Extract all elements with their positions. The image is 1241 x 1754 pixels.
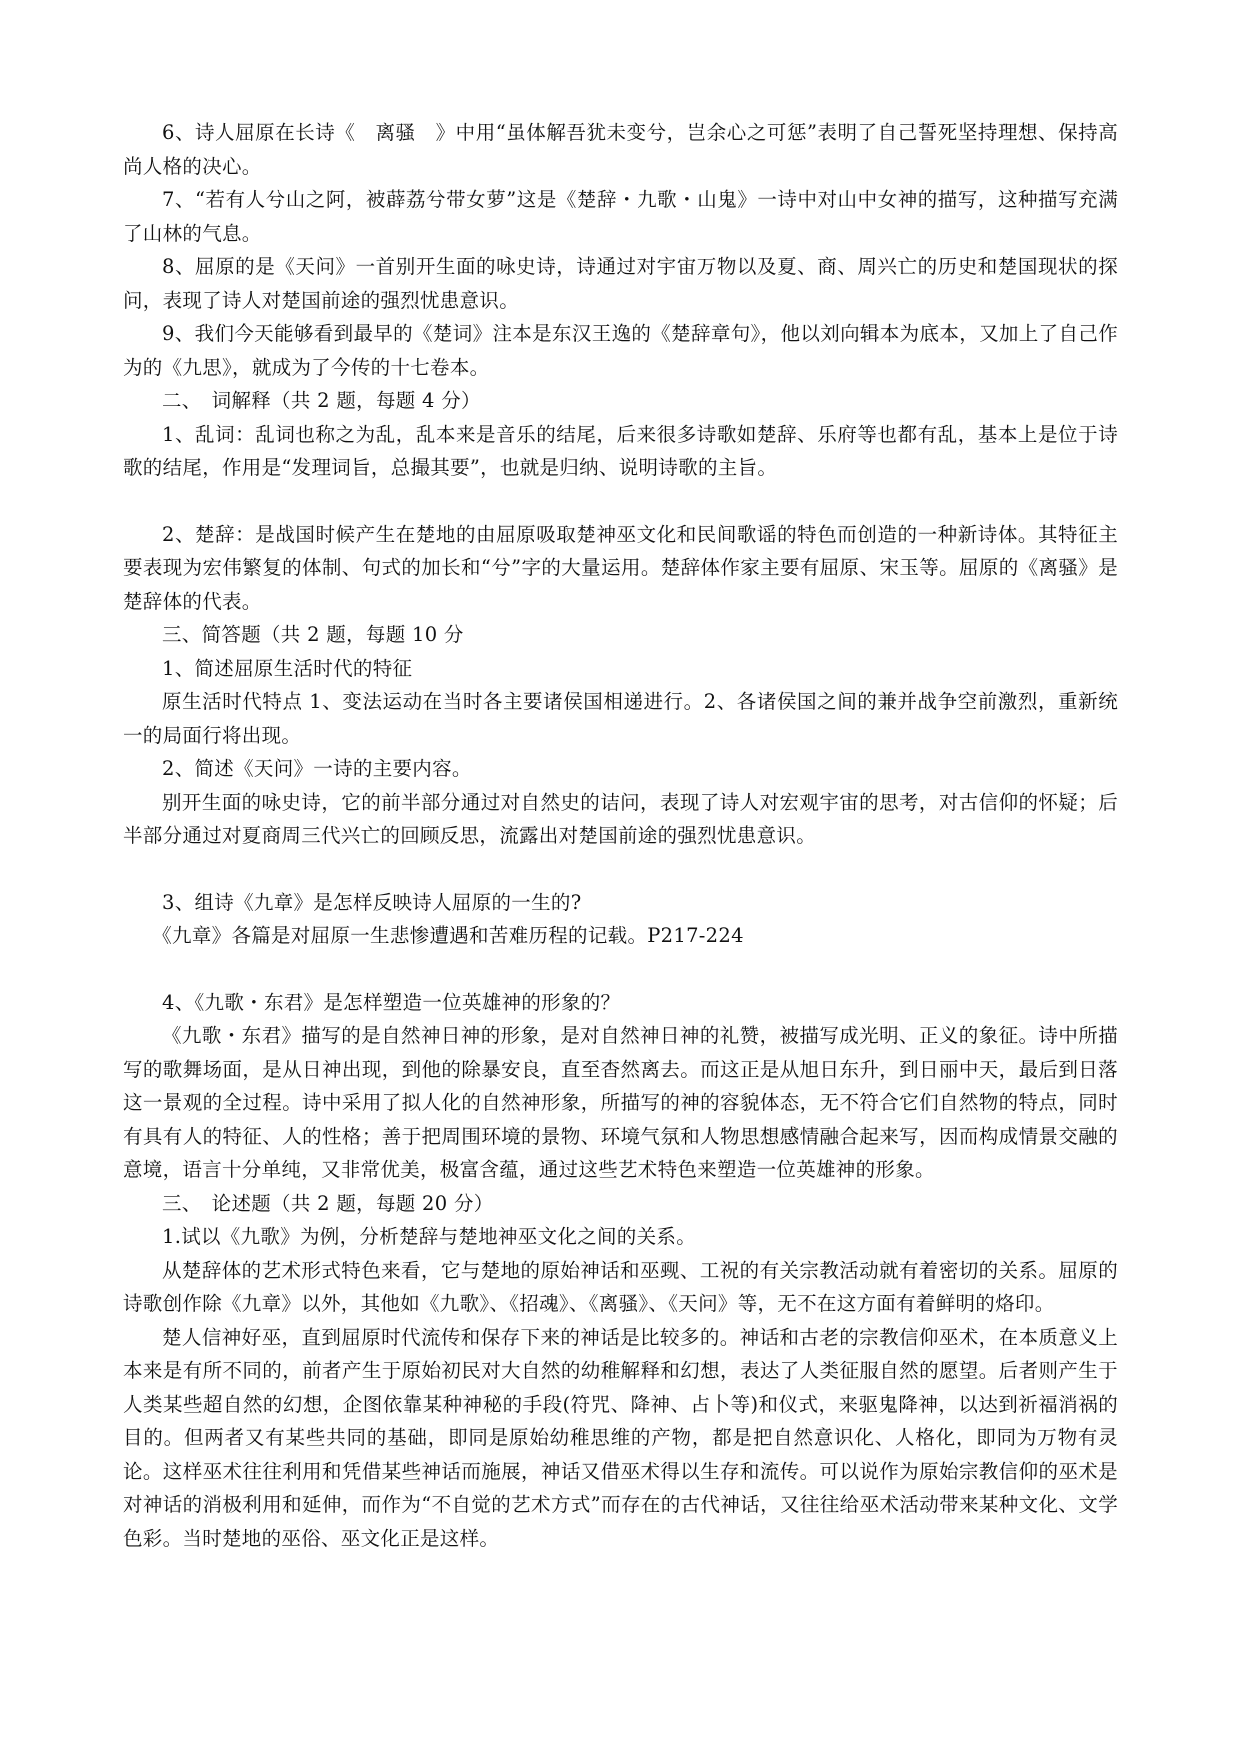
term-item-1: 1、乱词：乱词也称之为乱，乱本来是音乐的结尾，后来很多诗歌如楚辞、乐府等也都有乱，基本上是位于诗歌的结尾，作用是“发理词旨，总撮其要”，也就是归纳、说明诗歌的主旨。 xyxy=(123,422,1118,479)
essay-answer-paragraph-2: 楚人信神好巫，直到屈原时代流传和保存下来的神话是比较多的。神话和古老的宗教信仰巫术，在本质意义上本来是有所不同的，前者产生于原始初民对大自然的幼稚解释和幻想，表达了人类征服自然的愿望。后者则产生于人类某些超自然的幻想，企图依靠某种神秘的手段(符咒、降神、占卜等)和仪式，来驱鬼降神，以达到祈福消祸的目的。但两者又有某些共同的基础，即同是原始幼稚思维的产物，都是把自然意识化、人格化，即同为万物有灵论。这样巫术往往利用和凭借某些神话而施展，神话又借巫术得以生存和流传。可以说作为原始宗教信仰的巫术是对神话的消极利用和延伸，而作为“不自觉的艺术方式”而存在的古代神话，又往往给巫术活动带来某种文化、文学色彩。当时楚地的巫俗、巫文化正是这样。 xyxy=(123,1325,1118,1550)
spacer xyxy=(123,953,1118,986)
question-1: 1、简述屈原生活时代的特征 xyxy=(162,656,413,680)
term-item-2: 2、楚辞：是战国时候产生在楚地的由屈原吸取楚神巫文化和民间歌谣的特色而创造的一种新诗体。其特征主要表现为宏伟繁复的体制、句式的加长和“兮”字的大量运用。楚辞体作家主要有屈原、宋玉等。屈原的《离骚》是楚辞体的代表。 xyxy=(123,522,1118,613)
spacer xyxy=(123,853,1118,886)
essay-question-1: 1.试以《九歌》为例，分析楚辞与楚地神巫文化之间的关系。 xyxy=(162,1225,697,1248)
answer-3: 《九章》各篇是对屈原一生悲惨遭遇和苦难历程的记载。P217-224 xyxy=(152,924,744,947)
fill-blank-item-6: 6、诗人屈原在长诗《 离骚 》中用“虽体解吾犹未变兮，岂余心之可惩”表明了自己誓死坚持理想、保持高尚人格的决心。 xyxy=(123,121,1118,178)
answer-1: 原生活时代特点 1、变法运动在当时各主要诸侯国相递进行。2、各诸侯国之间的兼并战争空前激烈，重新统一的局面行将出现。 xyxy=(123,690,1118,747)
question-4: 4、《九歌・东君》是怎样塑造一位英雄神的形象的？ xyxy=(162,990,621,1014)
section-heading-essay: 三、 论述题（共 2 题，每题 20 分） xyxy=(162,1191,494,1215)
fill-blank-item-8: 8、屈原的是《天问》一首别开生面的咏史诗，诗通过对宇宙万物以及夏、商、周兴亡的历史和楚国现状的探问，表现了诗人对楚国前途的强烈忧患意识。 xyxy=(123,255,1118,312)
section-heading-short-answer: 三、简答题（共 2 题，每题 10 分 xyxy=(162,623,464,646)
question-2: 2、简述《天问》一诗的主要内容。 xyxy=(162,757,472,780)
essay-answer-paragraph-1: 从楚辞体的艺术形式特色来看，它与楚地的原始神话和巫觋、工祝的有关宗教活动就有着密切的关系。屈原的诗歌创作除《九章》以外，其他如《九歌》、《招魂》、《离骚》、《天问》等，无不在这方面有着鲜明的烙印。 xyxy=(123,1258,1118,1315)
fill-blank-item-7: 7、“若有人兮山之阿，被薜荔兮带女萝”这是《楚辞・九歌・山鬼》一诗中对山中女神的描写，这种描写充满了山林的气息。 xyxy=(123,188,1118,245)
question-3: 3、组诗《九章》是怎样反映诗人屈原的一生的? xyxy=(162,890,582,914)
answer-2: 别开生面的咏史诗，它的前半部分通过对自然史的诘问，表现了诗人对宏观宇宙的思考，对古信仰的怀疑；后半部分通过对夏商周三代兴亡的回顾反思，流露出对楚国前途的强烈忧患意识。 xyxy=(123,790,1118,847)
spacer xyxy=(123,485,1118,518)
section-heading-term-explanation: 二、 词解释（共 2 题，每题 4 分） xyxy=(162,389,481,412)
answer-4: 《九歌・东君》描写的是自然神日神的形象，是对自然神日神的礼赞，被描写成光明、正义的象征。诗中所描写的歌舞场面，是从日神出现，到他的除暴安良，直至杳然离去。而这正是从旭日东升，到日丽中天，最后到日落这一景观的全过程。诗中采用了拟人化的自然神形象，所描写的神的容貌体态，无不符合它们自然物的特点，同时有具有人的特征、人的性格；善于把周围环境的景物、环境气氛和人物思想感情融合起来写，因而构成情景交融的意境，语言十分单纯，又非常优美，极富含蕴，通过这些艺术特色来塑造一位英雄神的形象。 xyxy=(123,1024,1118,1181)
fill-blank-item-9: 9、我们今天能够看到最早的《楚词》注本是东汉王逸的《楚辞章句》，他以刘向辑本为底本，又加上了自己作为的《九思》，就成为了今传的十七卷本。 xyxy=(123,322,1118,379)
